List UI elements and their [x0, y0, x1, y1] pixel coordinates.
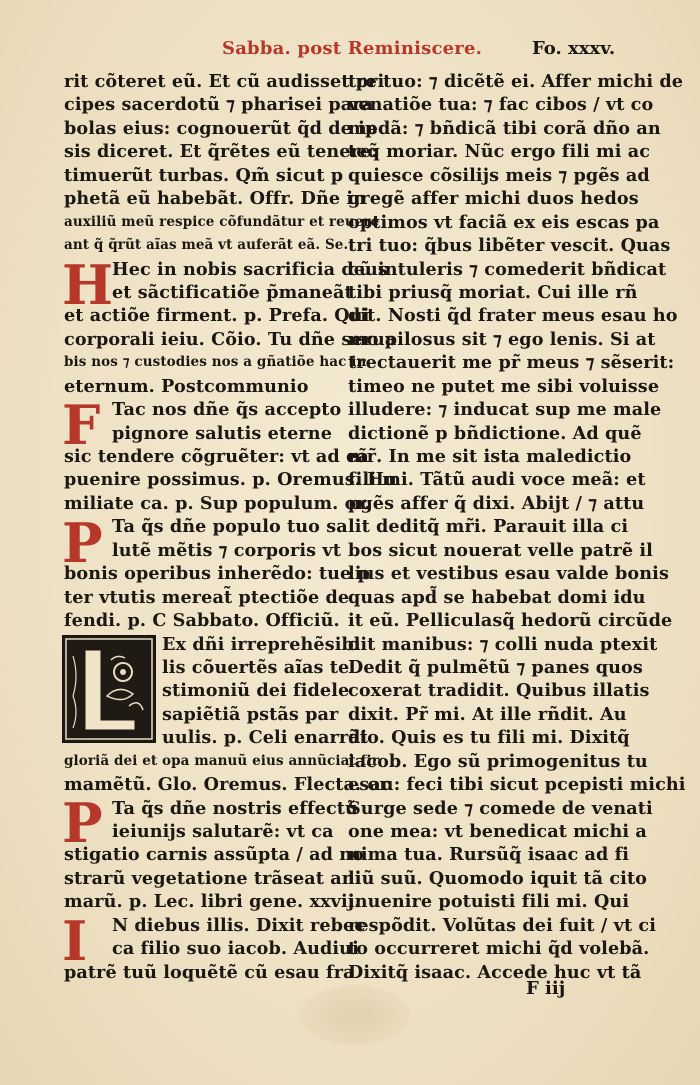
- text-line: mamẽtũ. Glo. Oremus. Flecta. or.: [64, 774, 394, 796]
- text-line: venatiõe tua: ⁊ fac cibos / vt co: [348, 94, 654, 116]
- text-line: bonis operibus inherẽdo: tue p: [64, 563, 370, 585]
- text-line: lutẽ mẽtis ⁊ corporis vt: [112, 539, 341, 561]
- text-line: iacob. Ego sũ primogenitus tu: [348, 750, 648, 772]
- text-line: Ta q̃s dñe nostris effectũ: [112, 797, 358, 819]
- text-line: Dixitq̃ isaac. Accede huc vt tã: [348, 961, 642, 983]
- text-line: fili mi. Tãtũ audi voce meã: et: [348, 469, 646, 491]
- decorated-initial-icon: [62, 635, 156, 743]
- text-line: bis nos ⁊ custodies nos a gñatiõe hac in: [64, 354, 367, 371]
- paper-stain: [300, 985, 410, 1045]
- text-line: timeo ne putet me sibi voluisse: [348, 375, 660, 397]
- text-line: N diebus illis. Dixit rebec: [112, 914, 366, 936]
- text-line: lit deditq̃ mr̃i. Parauit illa ci: [348, 516, 629, 538]
- woodcut-l-icon: [63, 636, 155, 742]
- text-line: tri tuo: q̃bus libẽter vescit. Quas: [348, 235, 671, 257]
- text-line: dictionẽ p bñdictione. Ad quẽ: [348, 422, 642, 444]
- right-column: [348, 70, 686, 984]
- rubric-initial-h: H: [62, 253, 114, 317]
- text-line: respõdit. Volũtas dei fuit / vt ci: [348, 914, 656, 936]
- text-line: Ex dñi irreprehẽsibi: [162, 633, 361, 655]
- text-line: esau: feci tibi sicut pcepisti michi: [348, 774, 686, 796]
- text-line: fendi. p. C Sabbato. Officiũ.: [64, 610, 340, 632]
- text-line: puenire possimus. p. Oremus. Hu: [64, 469, 397, 491]
- text-line: dixit. Pr̃ mi. At ille rñdit. Au: [348, 703, 627, 725]
- text-line: strarũ vegetatione trãseat ani: [64, 867, 362, 889]
- rubric-initial-p: P: [62, 511, 103, 575]
- text-line: miliate ca. p. Sup populum. or.: [64, 492, 371, 514]
- text-line: lius et vestibus esau valde bonis: [348, 563, 669, 585]
- text-line: tibi priusq̃ moriat. Cui ille rñ: [348, 281, 638, 303]
- text-line: tre tuo: ⁊ dicẽtẽ ei. Affer michi de: [348, 71, 684, 92]
- text-line: et sãctificatiõe p̃maneãt: [112, 281, 353, 303]
- text-line: Tac nos dñe q̃s accepto: [112, 399, 342, 421]
- text-line: coxerat tradidit. Quibus illatis: [348, 680, 650, 702]
- text-line: mr̃. In me sit ista maledictio: [348, 446, 632, 467]
- folio-number: Fo. xxxv.: [532, 38, 616, 59]
- text-line: trectauerit me pr̃ meus ⁊ sẽserit:: [348, 352, 675, 374]
- text-line: quas apd̃ se habebat domi idu: [348, 586, 646, 608]
- text-line: phetã eũ habebãt. Offr. Dñe in: [64, 188, 367, 210]
- rubric-initial-i: I: [62, 909, 88, 973]
- rubric-initial-p: P: [62, 791, 103, 855]
- text-line: Ta q̃s dñe populo tuo sa: [112, 516, 348, 538]
- text-line: dit. Nosti q̃d frater meus esau ho: [348, 305, 678, 327]
- text-line: sic tendere cõgruẽter: vt ad eã: [64, 446, 369, 467]
- text-line: stimoniũ dei fidele: [162, 680, 350, 702]
- left-column: [64, 70, 397, 984]
- text-line: Surge sede ⁊ comede de venati: [348, 797, 653, 819]
- signature-mark: F iij: [526, 978, 566, 999]
- text-line: ter vtutis mereat̃ ptectiõe de: [64, 586, 350, 608]
- text-line: et actiõe firment. p. Prefa. Qui: [64, 305, 370, 327]
- text-line: liũ suũ. Quomodo iquit tã cito: [348, 867, 648, 889]
- text-line: quiesce cõsilijs meis ⁊ pgẽs ad: [348, 164, 650, 186]
- text-line: illudere: ⁊ inducat sup me male: [348, 399, 662, 421]
- text-line: pgẽs affer q̃ dixi. Abijt / ⁊ attu: [348, 492, 645, 514]
- text-line: rit cõteret eũ. Et cũ audisset pri: [64, 71, 385, 92]
- text-line: uulis. p. Celi enarrãt: [162, 727, 368, 749]
- text-line: dio. Quis es tu fili mi. Dixitq̃: [348, 727, 630, 749]
- text-line: it eũ. Pelliculasq̃ hedorũ circũde: [348, 610, 673, 632]
- text-line: bos sicut nouerat velle patrẽ il: [348, 539, 653, 561]
- text-line: gloriã dei et opa manuũ eius annũciat fir: [64, 752, 379, 769]
- text-line: ieiunijs salutarẽ: vt ca: [112, 821, 334, 842]
- text-line: medã: ⁊ bñdicã tibi corã dño an: [348, 117, 661, 139]
- text-line: cipes sacerdotũ ⁊ pharisei para: [64, 94, 374, 116]
- text-line: mo pilosus sit ⁊ ego lenis. Si at: [348, 328, 656, 350]
- text-line: sis diceret. Et q̃rẽtes eũ tenere:: [64, 141, 378, 163]
- text-line: lis cõuertẽs aĩas te: [162, 656, 350, 678]
- text-line: optimos vt faciã ex eis escas pa: [348, 211, 660, 233]
- text-line: dit manibus: ⁊ colli nuda ptexit: [348, 633, 658, 655]
- text-line: gregẽ affer michi duos hedos: [348, 188, 639, 210]
- text-line: to occurreret michi q̃d volebã.: [348, 938, 650, 960]
- text-line: auxiliũ meũ respice cõfundãtur et reuere: [64, 213, 380, 230]
- text-line: timuerũt turbas. Qm̃ sicut p: [64, 164, 344, 186]
- text-line: cũ intuleris ⁊ comederit bñdicat: [348, 258, 667, 280]
- text-line: teq̃ moriar. Nũc ergo fili mi ac: [348, 141, 651, 163]
- text-line: nima tua. Rursũq̃ isaac ad fi: [348, 844, 630, 866]
- text-line: sapiẽtiã pstãs par: [162, 703, 339, 725]
- text-line: eternum. Postcommunio: [64, 375, 309, 397]
- text-line: stigatio carnis assũpta / ad no: [64, 844, 364, 866]
- text-line: Dedit q̃ pulmẽtũ ⁊ panes quos: [348, 656, 643, 678]
- text-line: pignore salutis eterne: [112, 422, 332, 444]
- text-line: Hec in nobis sacrificia deus: [112, 258, 388, 280]
- text-line: ca filio suo iacob. Audiui: [112, 938, 359, 960]
- text-line: patrẽ tuũ loquẽtẽ cũ esau fra: [64, 961, 355, 983]
- running-header: Sabba. post Reminiscere.: [222, 38, 483, 59]
- text-line: inuenire potuisti fili mi. Qui: [348, 891, 630, 913]
- text-line: bolas eius: cognouerũt q̃d de ip: [64, 117, 378, 139]
- text-line: corporali ieiu. Cõio. Tu dñe serua: [64, 328, 397, 350]
- rubric-initial-f: F: [62, 393, 101, 457]
- text-line: ant q̃ q̃rũt aĩas meã vt auferãt eã. Se.: [64, 237, 349, 254]
- text-line: one mea: vt benedicat michi a: [348, 821, 647, 842]
- text-line: marũ. p. Lec. libri gene. xxvij.: [64, 891, 361, 913]
